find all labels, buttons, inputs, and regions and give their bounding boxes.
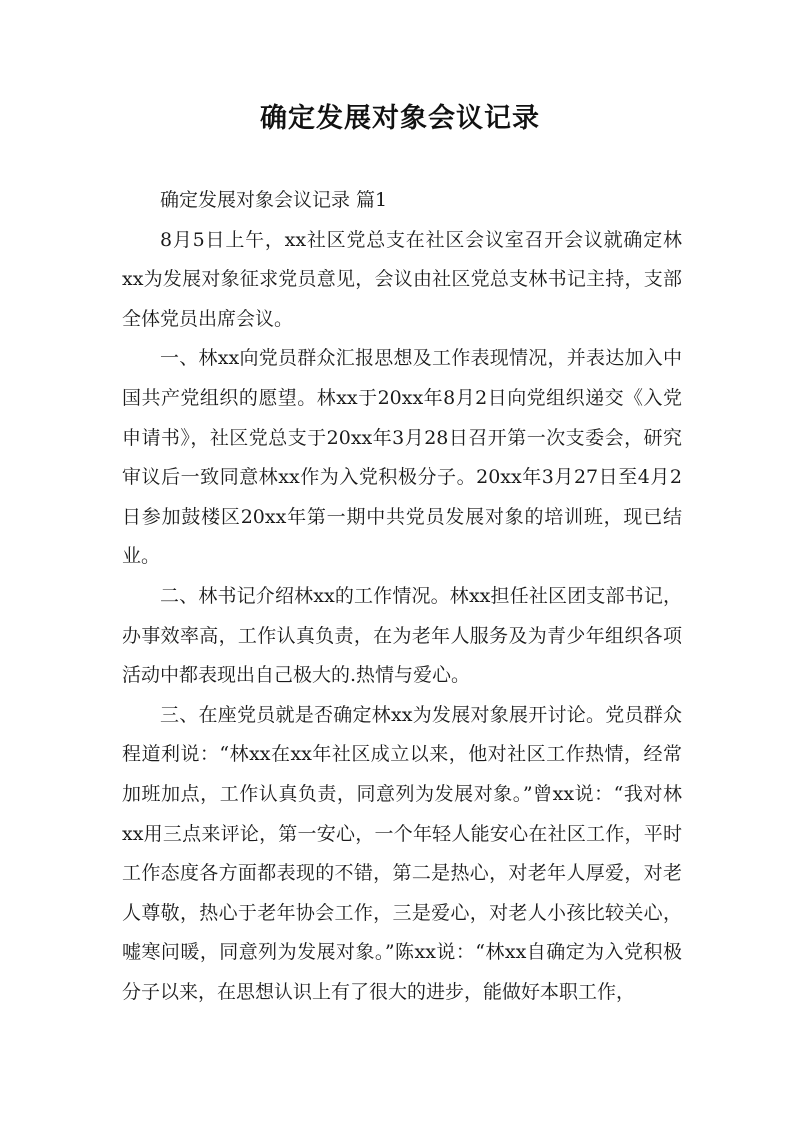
paragraph-meeting-intro: 8月5日上午，xx社区党总支在社区会议室召开会议就确定林xx为发展对象征求党员意见，会议由社区党总支林书记主持，支部全体党员出席会议。	[122, 228, 682, 330]
document-title: 确定发展对象会议记录	[260, 103, 540, 134]
paragraph-item-three: 三、在座党员就是否确定林xx为发展对象展开讨论。党员群众程道利说：“林xx在xx年社区成立以来，他对社区工作热情，经常加班加点，工作认真负责，同意列为发展对象。”曾xx说：“我对林xx用三点来评论，第一安心，一个年轻人能安心在社区工作，平时工作态度各方面都表现的不错，第二是热心，对老年人厚爱，对老人尊敬，热心于老年协会工作，三是爱心，对老人小孩比较关心，嘘寒问暖，同意列为发展对象。”陈xx说：“林xx自确定为入党积极分子以来，在思想认识上有了很大的进步，能做好本职工作，	[122, 703, 682, 1003]
paragraph-item-one: 一、林xx向党员群众汇报思想及工作表现情况，并表达加入中国共产党组织的愿望。林xx于20xx年8月2日向党组织递交《入党申请书》，社区党总支于20xx年3月28日召开第一次支委会，研究审议后一致同意林xx作为入党积极分子。20xx年3月27日至4月2日参加鼓楼区20xx年第一期中共党员发展对象的培训班，现已结业。	[122, 347, 682, 568]
document-body	[122, 181, 682, 1012]
section-heading: 确定发展对象会议记录 篇1	[160, 189, 388, 211]
paragraph-item-two: 二、林书记介绍林xx的工作情况。林xx担任社区团支部书记，办事效率高，工作认真负责，在为老年人服务及为青少年组织各项活动中都表现出自己极大的.热情与爱心。	[122, 584, 682, 687]
